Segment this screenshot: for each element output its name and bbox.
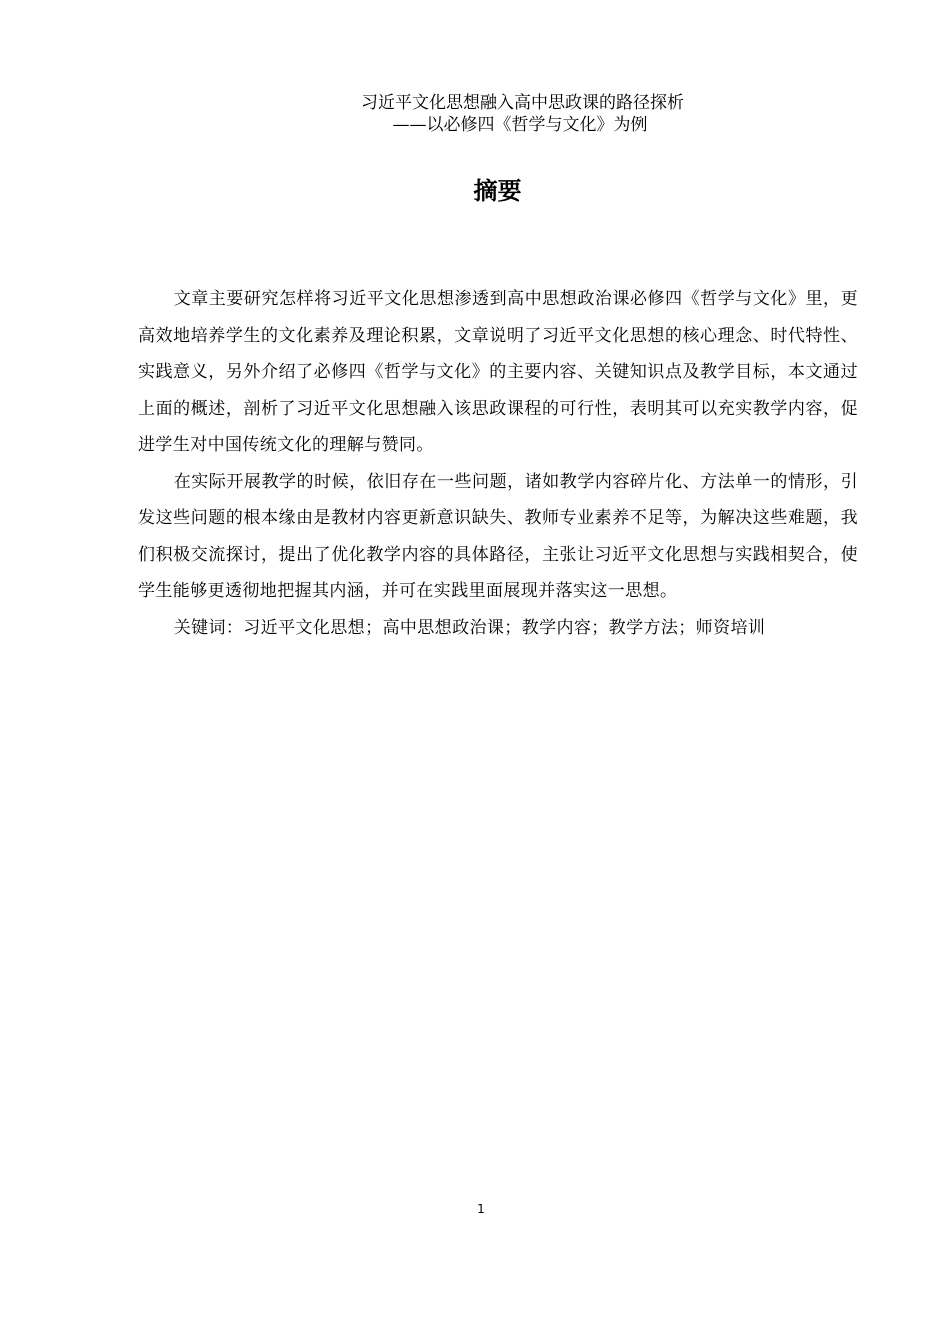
abstract-paragraph-2: 在实际开展教学的时候，依旧存在一些问题，诸如教学内容碎片化、方法单一的情形，引发这些问题的根本缘由是教材内容更新意识缺失、教师专业素养不足等，为解决这些难题，我们积极交流探讨，提出了优化教学内容的具体路径，主张让习近平文化思想与实践相契合，使学生能够更透彻地把握其内涵，并可在实践里面展现并落实这一思想。	[138, 471, 858, 601]
document-subtitle: ——以必修四《哲学与文化》为例	[392, 115, 648, 135]
abstract-heading: 摘要	[473, 177, 522, 205]
keywords-line: 关键词：习近平文化思想；高中思想政治课；教学内容；教学方法；师资培训	[173, 617, 766, 638]
abstract-paragraph-1: 文章主要研究怎样将习近平文化思想渗透到高中思想政治课必修四《哲学与文化》里，更高效地培养学生的文化素养及理论积累，文章说明了习近平文化思想的核心理念、时代特性、实践意义，另外介绍了必修四《哲学与文化》的主要内容、关键知识点及教学目标，本文通过上面的概述，剖析了习近平文化思想融入该思政课程的可行性，表明其可以充实教学内容，促进学生对中国传统文化的理解与赞同。	[138, 289, 858, 455]
page-number: 1	[477, 1202, 485, 1216]
abstract-body	[138, 281, 858, 646]
document-title-block	[0, 92, 950, 136]
document-title: 习近平文化思想融入高中思政课的路径探析	[361, 93, 684, 113]
